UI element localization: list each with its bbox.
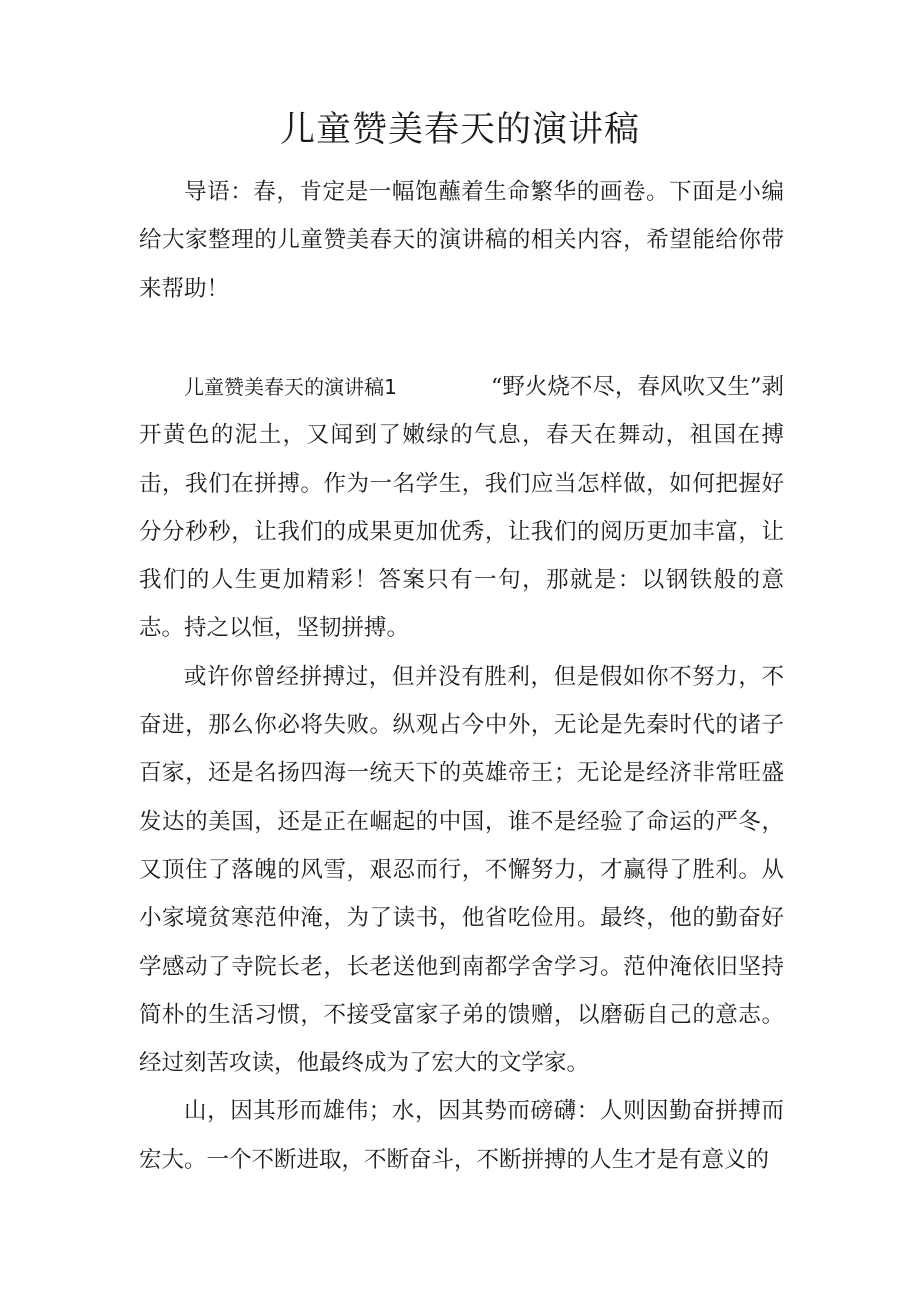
speech-body (139, 363, 784, 1184)
speech-paragraph-3: 山，因其形而雄伟；水，因其势而磅礴：人则因勤奋拼搏而宏大。一个不断进取，不断奋斗，不断拼搏的人生才是有意义的 (139, 1098, 784, 1173)
paragraph-1-text: “野火烧不尽，春风吹又生”剥开黄色的泥土，又闻到了嫩绿的气息，春天在舞动，祖国在搏击，我们在拼搏。作为一名学生，我们应当怎样做，如何把握好分分秒秒，让我们的成果更加优秀，让我们的阅历更加丰富，让我们的人生更加精彩！答案只有一句，那就是：以钢铁般的意志。持之以恒，坚韧拼搏。 (139, 374, 784, 642)
speech-paragraph-2: 或许你曾经拼搏过，但并没有胜利，但是假如你不努力，不奋进，那么你必将失败。纵观占今中外，无论是先秦时代的诸子百家，还是名扬四海一统天下的英雄帝王；无论是经济非常旺盛发达的美国，还是正在崛起的中国，谁不是经验了命运的严冬，又顶住了落魄的风雪，艰忍而行，不懈努力，才赢得了胜利。从小家境贫寒范仲淹，为了读书，他省吃俭用。最终，他的勤奋好学感动了寺院长老，长老送他到南都学舍学习。范仲淹依旧坚持简朴的生活习惯，不接受富家子弟的馈赠，以磨砺自己的意志。经过刻苦攻读，他最终成为了宏大的文学家。 (139, 663, 784, 1077)
speech-paragraph-1 (139, 363, 784, 653)
intro-block (139, 168, 784, 313)
document-title: 儿童赞美春天的演讲稿 (279, 110, 640, 150)
section-label: 儿童赞美春天的演讲稿1 (184, 375, 397, 399)
intro-paragraph: 导语：春，肯定是一幅饱蘸着生命繁华的画卷。下面是小编给大家整理的儿童赞美春天的演讲稿的相关内容，希望能给你带来帮助！ (139, 179, 784, 302)
